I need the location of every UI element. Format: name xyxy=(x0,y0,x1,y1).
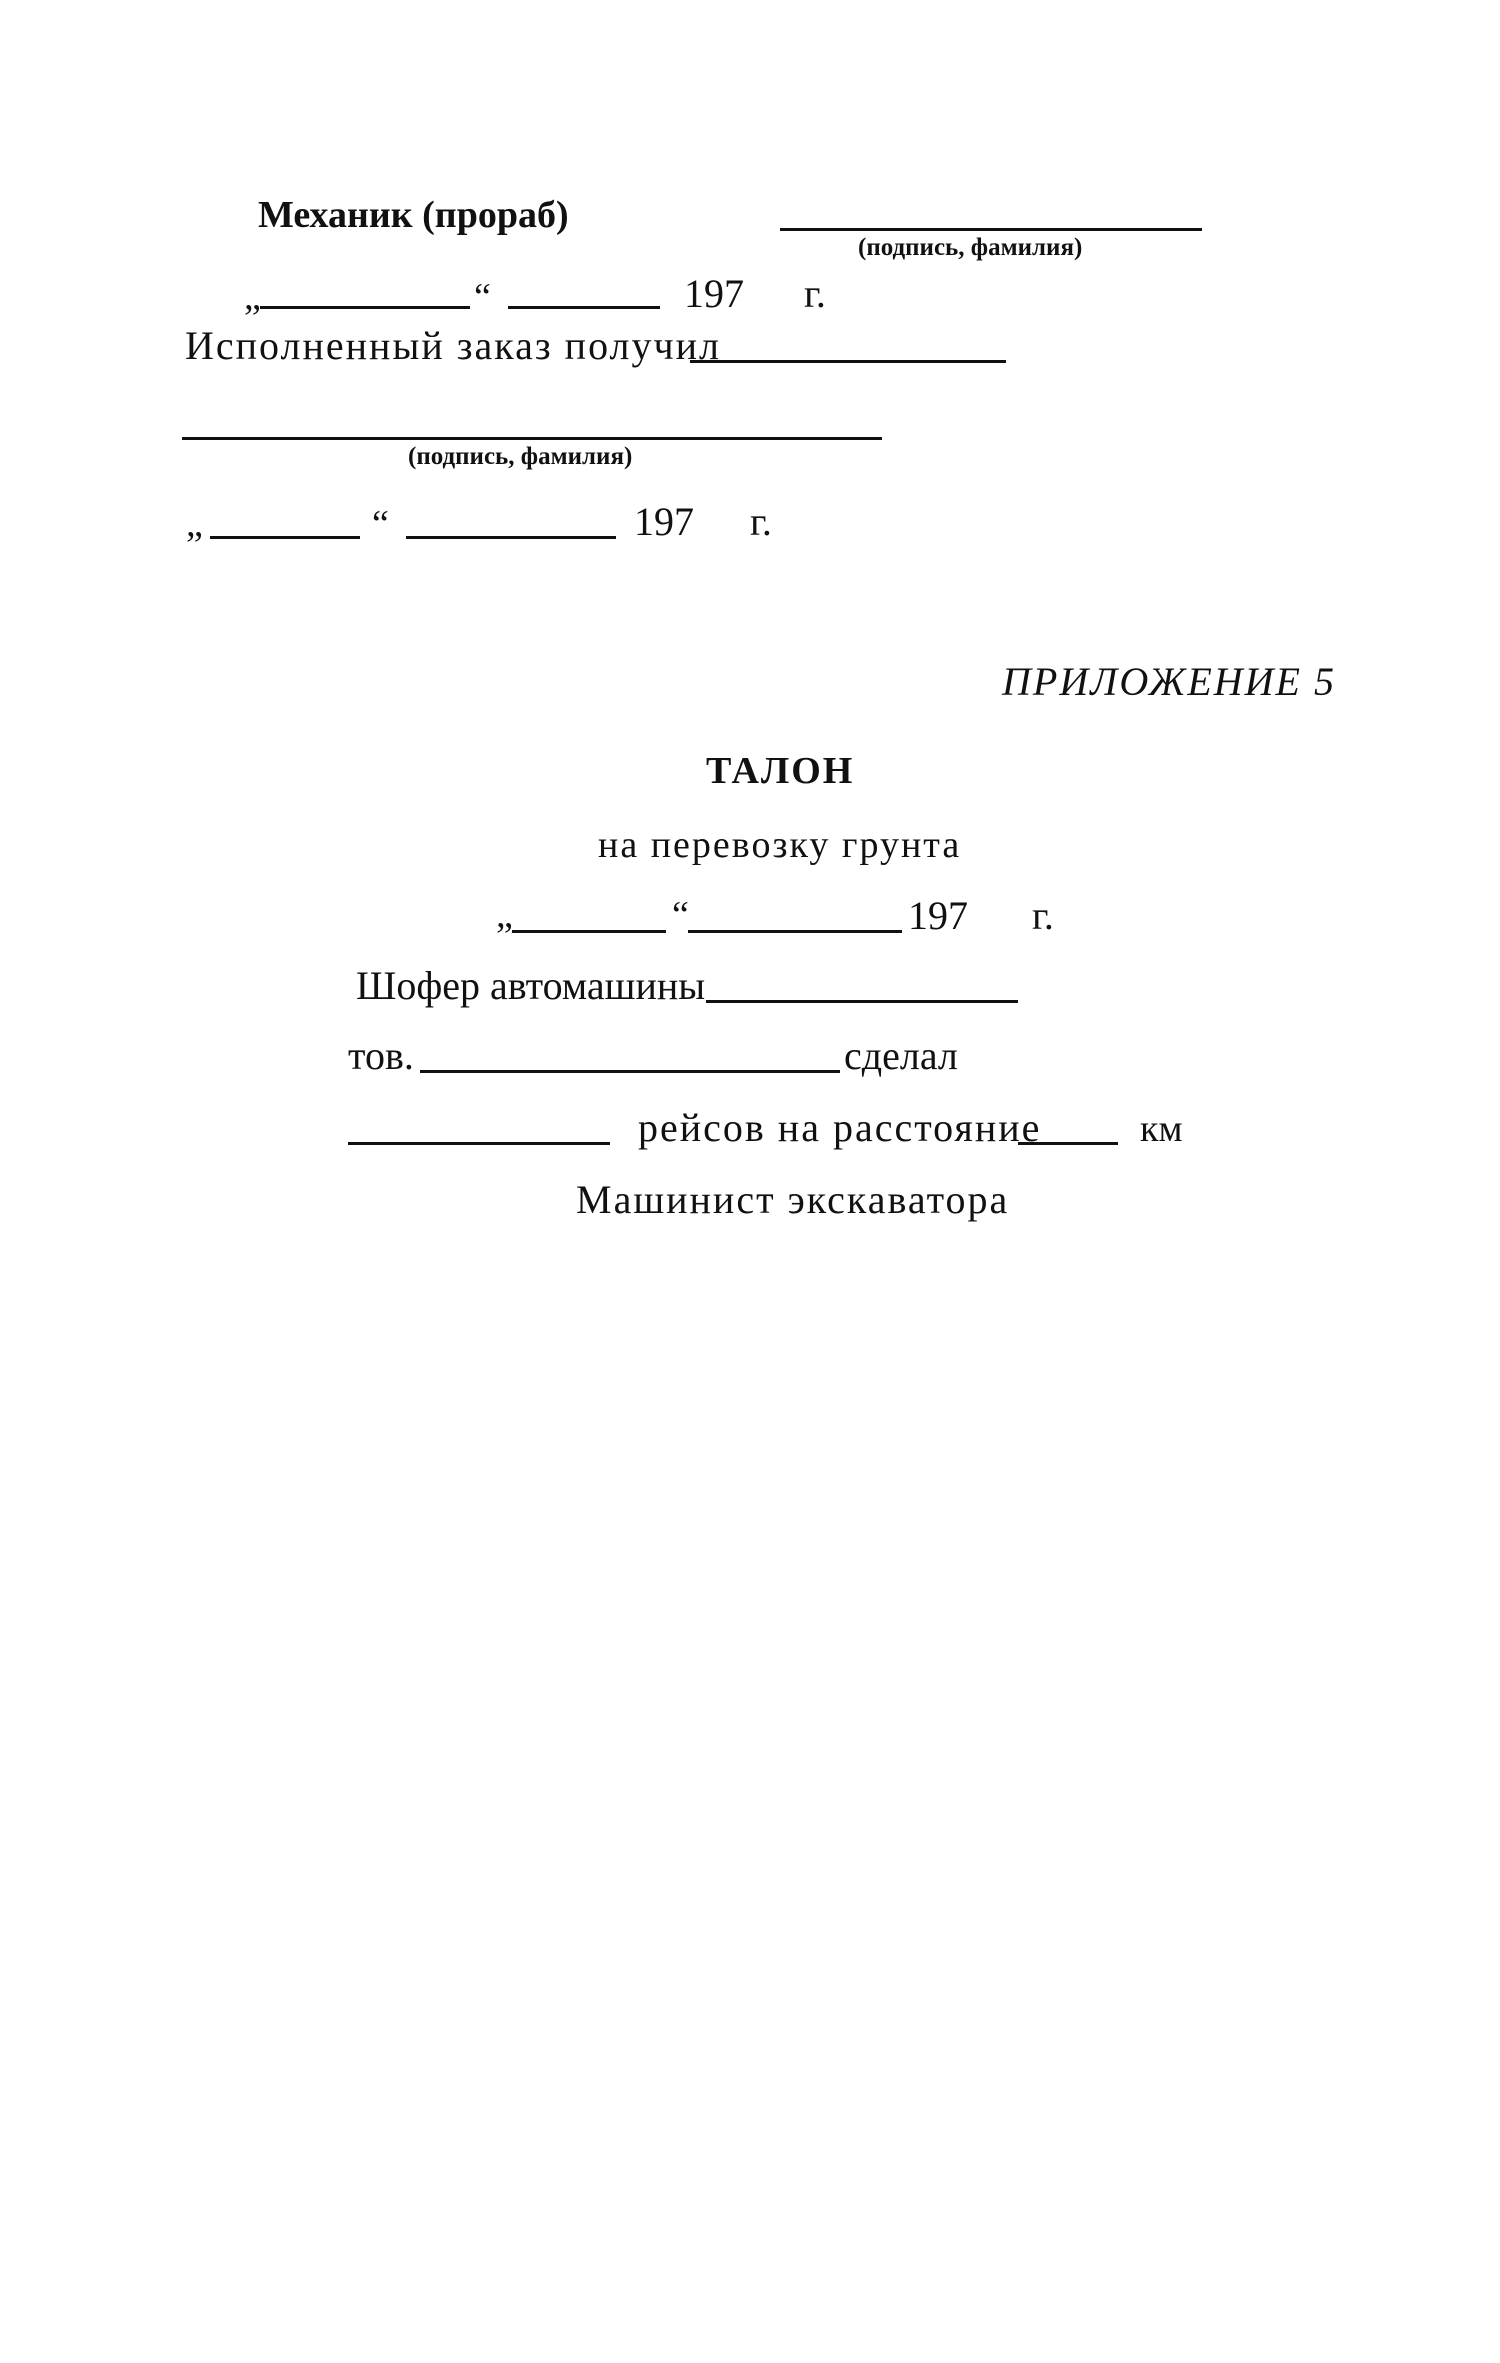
driver-label: Шофер автомашины xyxy=(356,963,706,1008)
distance-line[interactable] xyxy=(1018,1142,1118,1145)
date-year-suffix: г. xyxy=(804,271,826,316)
date-year: 197 xyxy=(908,893,968,938)
date-month-line-2[interactable] xyxy=(406,536,616,539)
talon-title: ТАЛОН xyxy=(706,750,855,792)
talon-subtitle: на перевозку грунта xyxy=(598,824,962,866)
date-day-line-2[interactable] xyxy=(210,536,360,539)
mechanic-label: Механик (прораб) xyxy=(258,194,569,236)
date-open-quote: „ xyxy=(186,503,203,545)
date-year: 197 xyxy=(634,499,694,544)
date-year-suffix: г. xyxy=(1032,893,1054,938)
date-open-quote: „ xyxy=(244,276,261,318)
operator-label: Машинист экскаватора xyxy=(576,1177,1010,1222)
comrade-name-line[interactable] xyxy=(420,1070,840,1073)
date-open-quote: „ xyxy=(496,894,513,936)
date-year-suffix: г. xyxy=(750,499,772,544)
comrade-label: тов. xyxy=(348,1033,414,1078)
driver-name-line[interactable] xyxy=(706,1000,1018,1003)
date-close-quote: “ xyxy=(372,503,389,545)
date-month-line-3[interactable] xyxy=(688,930,902,933)
trips-label: рейсов на расстояние xyxy=(638,1105,1042,1150)
order-received-label: Исполненный заказ получил xyxy=(185,323,721,368)
date-close-quote: “ xyxy=(474,276,491,318)
order-received-line[interactable] xyxy=(690,360,1006,363)
appendix-label: ПРИЛОЖЕНИЕ 5 xyxy=(1002,659,1336,704)
trips-count-line[interactable] xyxy=(348,1142,610,1145)
date-close-quote: “ xyxy=(672,894,689,936)
signature-line-2[interactable] xyxy=(182,437,882,440)
km-label: км xyxy=(1140,1108,1183,1150)
date-month-line-1[interactable] xyxy=(508,306,660,309)
date-year: 197 xyxy=(684,271,744,316)
signature-caption-2: (подпись, фамилия) xyxy=(408,443,633,470)
signature-caption-1: (подпись, фамилия) xyxy=(858,234,1083,261)
signature-line-1[interactable] xyxy=(780,228,1202,231)
date-day-line-1[interactable] xyxy=(260,306,470,309)
made-label: сделал xyxy=(844,1033,958,1078)
date-day-line-3[interactable] xyxy=(512,930,666,933)
